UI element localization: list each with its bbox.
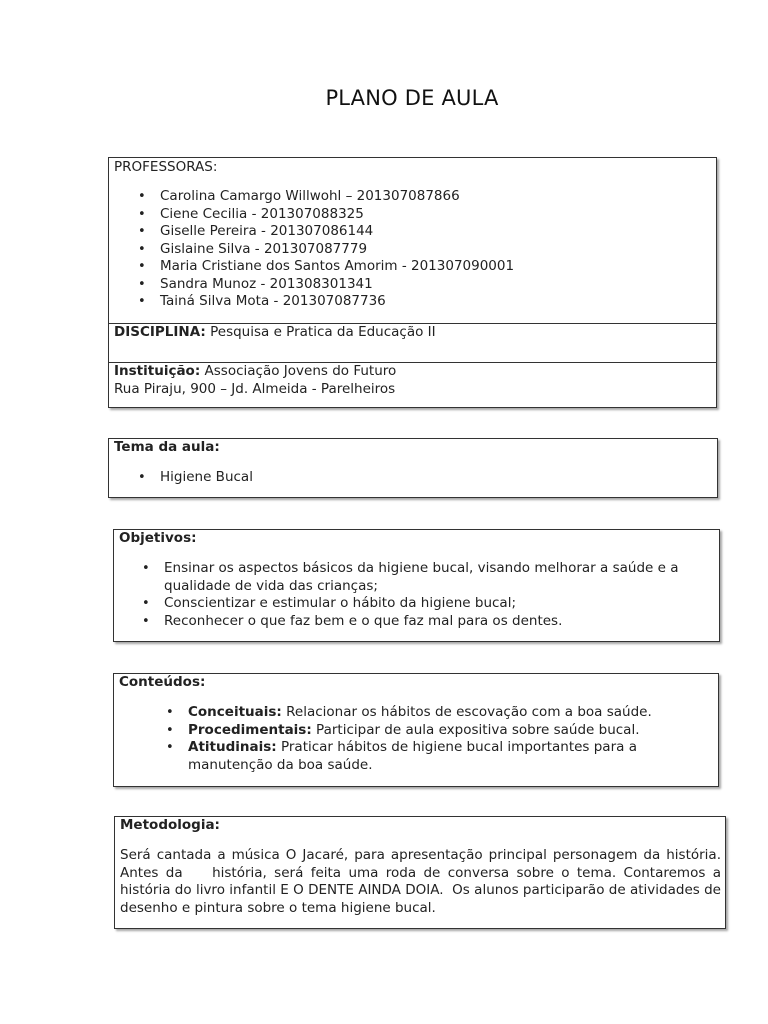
- methodology-text: Será cantada a música O Jacaré, para apresentação principal personagem da história. Antes da história, será feita uma roda de conversa sobre o tema. Contaremos a história do livro infantil E O DENTE AINDA DOIA. Os alunos participarão de atividades de desenho e pintura sobre o tema higiene bucal.: [120, 847, 726, 916]
- list-item: • Gislaine Silva - 201307087779: [138, 240, 368, 257]
- list-item: • Sandra Munoz - 201308301341: [138, 275, 373, 292]
- theme-list: [138, 469, 253, 487]
- objectives-box: [113, 529, 720, 642]
- page-title: PLANO DE AULA: [325, 86, 499, 110]
- list-item: • Tainá Silva Mota - 201307087736: [138, 293, 386, 309]
- professors-section: [109, 158, 716, 323]
- list-item: • Ensinar os aspectos básicos da higiene bucal, visando melhorar a saúde e a qualidade de vida das crianças;: [142, 560, 679, 594]
- list-item: • Conceituais: Relacionar os hábitos de escovação com a boa saúde.: [166, 704, 652, 720]
- discipline-value: Pesquisa e Pratica da Educação II: [210, 324, 436, 340]
- objectives-label: Objetivos:: [119, 530, 197, 546]
- institution-line: [114, 362, 396, 380]
- discipline-label: DISCIPLINA:: [114, 324, 206, 340]
- list-item: • Ciene Cecilia - 201307088325: [138, 205, 364, 222]
- contents-list: [166, 704, 708, 774]
- contents-box: [113, 673, 719, 787]
- list-item: • Maria Cristiane dos Santos Amorim - 201307090001: [138, 258, 515, 274]
- list-item: • Reconhecer o que faz bem e o que faz mal para os dentes.: [142, 612, 563, 629]
- methodology-box: [114, 816, 726, 929]
- professors-label: PROFESSORAS:: [114, 159, 218, 175]
- list-item: • Giselle Pereira - 201307086144: [138, 223, 374, 239]
- header-info-box: [108, 157, 717, 408]
- theme-box: [108, 438, 718, 498]
- methodology-label: Metodologia:: [120, 817, 220, 833]
- theme-label: Tema da aula:: [114, 439, 220, 455]
- institution-value: Associação Jovens do Futuro: [204, 363, 397, 379]
- discipline-section: [109, 324, 716, 362]
- objectives-list: [142, 560, 714, 630]
- list-item: • Higiene Bucal: [138, 469, 253, 485]
- contents-label: Conteúdos:: [119, 674, 206, 690]
- list-item: • Carolina Camargo Willwohl – 201307087866: [138, 188, 460, 204]
- institution-address: Rua Piraju, 900 – Jd. Almeida - Parelheiros: [114, 381, 396, 397]
- list-item: • Atitudinais: Praticar hábitos de higiene bucal importantes para a manutenção da boa saúde.: [166, 739, 637, 773]
- list-item: • Conscientizar e estimular o hábito da higiene bucal;: [142, 595, 516, 611]
- institution-section: [109, 363, 716, 407]
- discipline-line: [114, 323, 436, 341]
- institution-label: Instituição:: [114, 363, 201, 379]
- list-item: • Procedimentais: Participar de aula expositiva sobre saúde bucal.: [166, 721, 640, 738]
- professors-list: [138, 188, 515, 311]
